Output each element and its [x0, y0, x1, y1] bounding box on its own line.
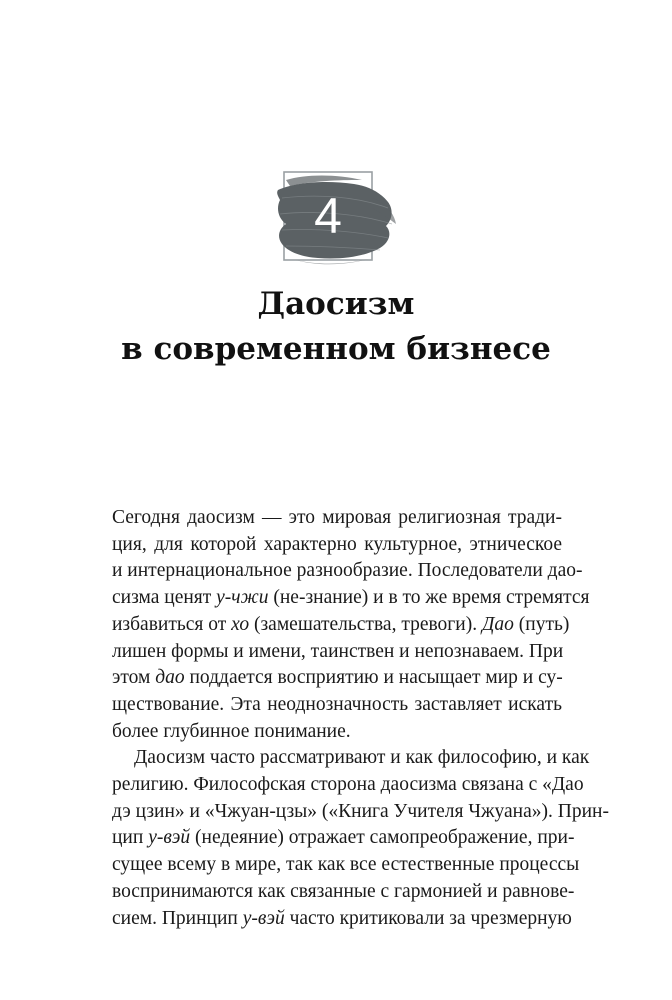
text-line: религию. Философская сторона даосизма связана с «Дао: [112, 774, 584, 796]
paragraph-1: [112, 505, 590, 745]
text-line: более глубинное понимание.: [112, 720, 351, 742]
chapter-title: [40, 282, 632, 372]
chapter-number-badge: [276, 168, 398, 268]
text-line: избавиться от хо (замешательства, тревоги). Дао (путь): [112, 613, 570, 635]
text-line: воспринимаются как связанные с гармонией и равнове-: [112, 880, 575, 902]
italic-term: у-вэй: [242, 907, 285, 929]
body-text: [112, 505, 609, 932]
chapter-number: 4: [314, 188, 342, 244]
text-line: ция, для которой характерно культурное, этническое: [112, 533, 562, 555]
chapter-title-line-2: в современном бизнесе: [121, 331, 551, 367]
text-line: лишен формы и имени, таинствен и непознаваем. При: [112, 640, 564, 662]
text-line: цип у-вэй (недеяние) отражает самопреображение, при-: [112, 827, 575, 849]
text-line: Сегодня даосизм — это мировая религиозная тради-: [112, 507, 562, 528]
italic-term: хо: [231, 613, 250, 635]
text-line: ществование. Эта неоднозначность заставляет искать: [112, 693, 562, 715]
text-line: и интернациональное разнообразие. Последователи дао-: [112, 560, 583, 582]
paragraph-2: [112, 745, 609, 932]
text-line: этом дао поддается восприятию и насыщает мир и су-: [112, 667, 563, 689]
text-line: сием. Принцип у-вэй часто критиковали за чрезмерную: [112, 907, 572, 929]
text-line: Даосизм часто рассматривают и как философию, и как: [134, 747, 590, 769]
text-line: дэ цзин» и «Чжуан-цзы» («Книга Учителя Чжуана»). Прин-: [112, 800, 609, 822]
italic-term: Дао: [481, 613, 514, 635]
italic-term: у-чжи: [216, 587, 269, 609]
italic-term: дао: [155, 667, 185, 689]
text-line: сущее всему в мире, так как все естественные процессы: [112, 854, 580, 876]
text-line: сизма ценят у-чжи (не-знание) и в то же время стремятся: [112, 587, 590, 609]
chapter-title-line-1: Даосизм: [257, 286, 415, 322]
italic-term: у-вэй: [148, 827, 191, 849]
